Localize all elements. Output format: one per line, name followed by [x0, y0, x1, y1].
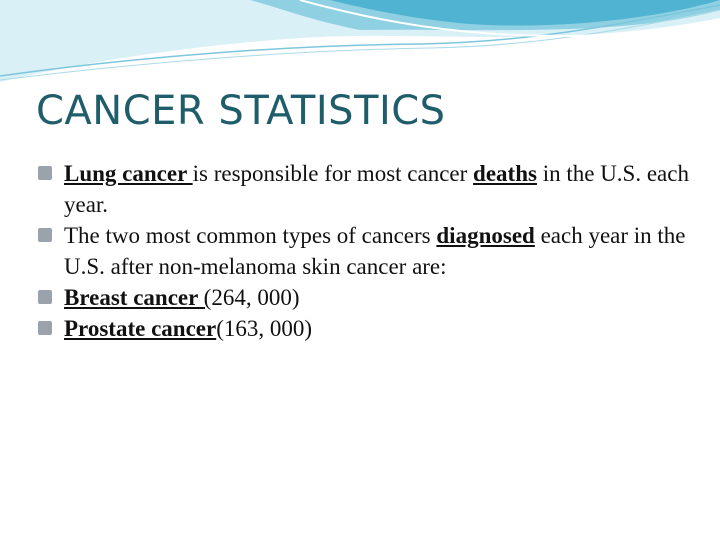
slide-title: CANCER STATISTICS: [36, 88, 446, 134]
bullet-count: 264, 000): [211, 285, 300, 310]
bullet-square-icon: [38, 321, 52, 335]
bullet-lung-cancer: [36, 158, 696, 220]
bullet-square-icon: [38, 228, 52, 242]
wave-header-decoration: [0, 0, 720, 90]
term-deaths: deaths: [473, 161, 537, 186]
bullet-text: in the U.S. each year.: [64, 161, 689, 217]
bullet-square-icon: [38, 166, 52, 180]
term-diagnosed: diagnosed: [436, 223, 535, 248]
bullet-square-icon: [38, 290, 52, 304]
bullet-most-common-types: [36, 220, 696, 282]
bullet-text: (: [203, 285, 212, 310]
term-lung-cancer: Lung cancer: [64, 161, 193, 186]
bullet-breast-cancer: [36, 282, 696, 313]
bullet-text: each year in the U.S. after non-melanoma skin cancer are:: [64, 223, 686, 279]
term-prostate-cancer: Prostate cancer: [64, 316, 217, 341]
bullet-count: (163, 000): [216, 316, 313, 341]
bullet-text: The two most common types of cancers: [64, 223, 437, 248]
bullet-prostate-cancer: [36, 313, 696, 344]
bullet-text: is responsible for most cancer: [192, 161, 474, 186]
term-breast-cancer: Breast cancer: [64, 285, 204, 310]
bullet-list: [36, 158, 696, 344]
